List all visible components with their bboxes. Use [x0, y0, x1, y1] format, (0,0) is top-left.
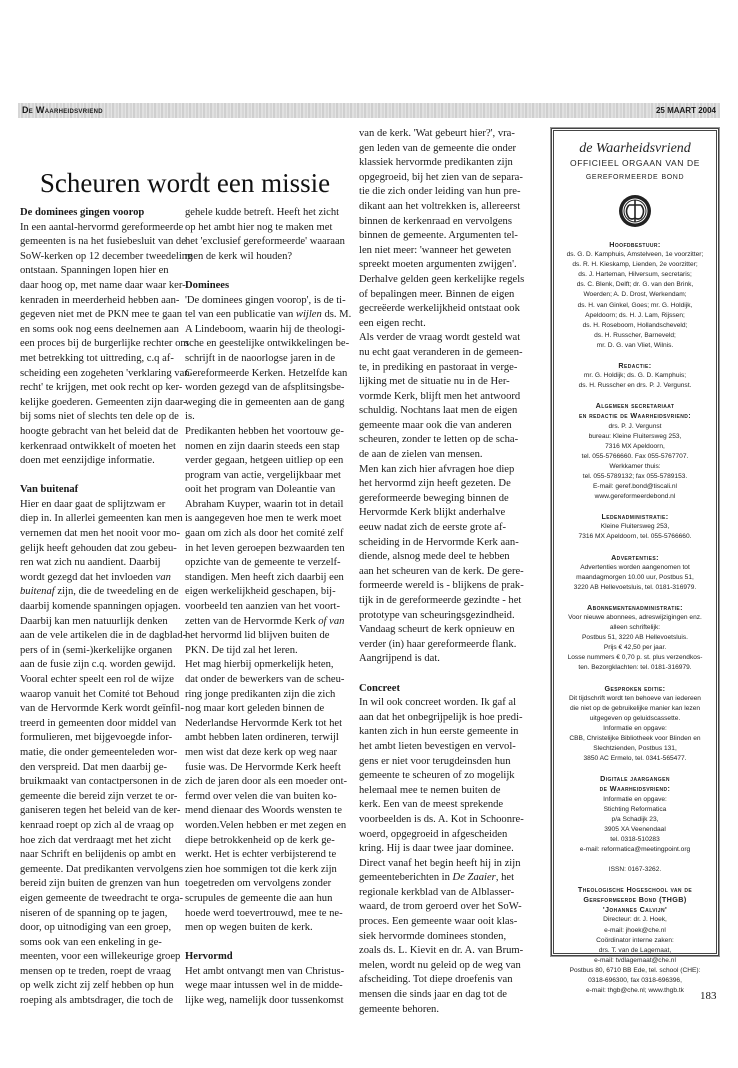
paragraph-gap: [359, 667, 531, 682]
running-header: [18, 103, 720, 118]
section-heading: Concreet: [359, 682, 400, 694]
masthead-section-title: Hoofdbestuur:: [609, 240, 661, 249]
text-line: gemeente. Dat predikanten vervolgens: [20, 863, 183, 875]
text-line: hoogte gebracht van het beleid dat de: [20, 425, 179, 437]
text-line: Als verder de vraag wordt gesteld wat: [359, 332, 521, 344]
masthead-line: Apeldoorn; ds. H. J. Lam, Rijssen;: [585, 311, 685, 319]
text-line: opzichte van de gemeente te verzelf-: [185, 557, 341, 569]
text-line: verder gegaan, hetgeen uitliep op een: [185, 455, 344, 467]
masthead-section-title: Abonnementenadministratie:: [587, 602, 683, 612]
masthead-line: Woerden; A. D. Drost, Werkendam;: [583, 291, 687, 299]
text-line: Daarbij kan men natuurlijk denken: [20, 615, 168, 627]
text-line: werkt. Het is echter verbijsterend te: [185, 849, 337, 861]
masthead-line: Informatie en opgave:: [603, 724, 667, 732]
masthead-section-title: Gesproken editie:: [604, 683, 666, 693]
text-segment: wordt gezegd dat het invloeden: [20, 571, 156, 583]
text-line: kerkenraad ontwikkelt of moeten het: [20, 440, 176, 452]
text-line: afscheiding. Tot diepe droefenis van: [359, 974, 513, 986]
text-line: scrupules de gemeente die aan hun: [185, 892, 333, 904]
text-line: is aangegeven hoe men te werk moet: [185, 513, 342, 525]
masthead-line: Stichting Reformatica: [603, 805, 667, 813]
masthead-line: ten. Bezorgklachten: tel. 0181-316979.: [578, 664, 692, 672]
text-segment: gemeenteberichten in: [359, 872, 453, 884]
masthead-name: de Waarheidsvriend: [579, 141, 691, 156]
text-line: fermd over velen die van buiten ko-: [185, 790, 337, 802]
text-line: [185, 308, 351, 323]
text-line: eigen gemeente de tweedracht te orga-: [20, 892, 184, 904]
text-line: scheuren, zonder te letten op de scha-: [359, 434, 519, 446]
text-line: vormde Kerk, blijft men het antwoord: [359, 390, 521, 402]
text-line: nu echt gaat veranderen in de gemeen-: [359, 346, 523, 358]
text-line: gen leden van de gemeente die onder: [359, 142, 517, 154]
text-line: het ambt lieten bevestigen en vervol-: [359, 740, 516, 752]
text-line: is.: [185, 411, 195, 423]
masthead-line: 3850 AC Ermelo, tel. 0341-565477.: [583, 755, 687, 763]
masthead-line: Directeur: dr. J. Hoek,: [603, 916, 667, 924]
masthead-section: [554, 512, 716, 542]
text-line: In wil ook concreet worden. Ik gaf al: [359, 697, 517, 709]
text-line: ontstaan. Spanningen lopen hier en: [20, 265, 169, 277]
text-line: Predikanten hebben het voortouw ge-: [185, 425, 344, 437]
italic-text: of van: [318, 615, 345, 627]
masthead-section: [554, 774, 716, 855]
masthead-section: [554, 885, 716, 996]
text-line: daarbij komende spanningen opjagen.: [20, 601, 181, 613]
text-line: Hervormde Kerk blijkt anderhalve: [359, 507, 506, 519]
masthead-section-title: Gereformeerde Bond (THGB): [583, 895, 687, 905]
text-line: treerd in gemeenten door middel van: [20, 717, 177, 729]
text-line: kenraad roept op zich al de vraag op: [20, 819, 174, 831]
masthead-line: bureau: Kleine Fluitersweg 253,: [588, 432, 682, 440]
text-line: men de kerk wil houden?: [185, 250, 293, 262]
text-line: [20, 571, 182, 586]
masthead-section: [554, 240, 716, 351]
text-line: op het ambt hier nog te maken met: [185, 221, 333, 233]
masthead-section-title: Advertenties:: [611, 552, 659, 562]
masthead-line: ds. R. H. Kieskamp, Lienden, 2e voorzitter;: [572, 261, 698, 269]
text-line: opgegroeid, bij het zien van de separa-: [359, 171, 523, 183]
text-line: doen met eenzijdige informatie.: [20, 455, 155, 467]
text-line: den verspreid. Dat men daarbij ge-: [20, 761, 168, 773]
text-line: een proces bij de burgerlijke rechter om: [20, 338, 189, 350]
text-line: Aangrijpend is dat.: [359, 653, 440, 665]
text-line: waard, de trom geroerd over het SoW-: [359, 901, 522, 913]
text-line: [359, 871, 531, 886]
text-line: gens er niet voor terugdeinsden hun: [359, 755, 511, 767]
text-line: binnen de gemeente. Argumenten tel-: [359, 230, 518, 242]
masthead-section: [554, 865, 716, 875]
text-line: tie die zich onder leiding van hun pre-: [359, 186, 521, 198]
masthead-line: ds. J. Harteman, Hilversum, secretaris;: [578, 271, 692, 279]
masthead-section: [554, 361, 716, 391]
text-line: [185, 615, 351, 630]
masthead-section-title: Algemeen secretariaat: [595, 401, 675, 411]
masthead-line: ds. C. Blenk, Delft; dr. G. van den Brink,: [576, 281, 694, 289]
text-line: pers of in (semi-)kerkelijke organen: [20, 644, 173, 656]
text-line: voorbeelden is ds. A. Kot in Schoonre-: [359, 813, 524, 825]
text-line: mensen op te treden, roept de vraag: [20, 965, 171, 977]
text-line: waarop vanuit het Comité tot Behoud: [20, 688, 180, 700]
text-line: Gereformeerde Kerken. Hetzelfde kan: [185, 367, 348, 379]
text-line: nomen en zijn daarin steeds een stap: [185, 440, 340, 452]
text-line: hoe zich dat verdraagt met het zicht: [20, 834, 172, 846]
masthead-line: Dit tijdschrift wordt ten behoeve van iedereen: [569, 694, 701, 702]
issue-date: 25 MAART 2004: [655, 106, 716, 115]
text-line: de aan de zielen van mensen.: [359, 449, 483, 461]
text-line: Vandaag scheurt de kerk opnieuw en: [359, 624, 515, 636]
text-line: dat onder de bewerkers van de scheu-: [185, 674, 345, 685]
text-line: melen, wordt nu geleid op de weg van: [359, 959, 521, 971]
text-line: kelijke goederen. Gemeenten zijn daar-: [20, 396, 187, 408]
masthead-section-title: Digitale jaargangen: [600, 774, 670, 784]
text-line: klassiek hervormde predikanten zijn: [359, 157, 513, 169]
text-line: eigen werkelijkheid geschapen, bij-: [185, 586, 336, 598]
text-line: SoW-kerken op 12 december tweedeling: [20, 250, 193, 262]
text-line: in het leven geroepen bezwaarden ten: [185, 542, 345, 554]
article-title: Scheuren wordt een missie: [39, 168, 331, 198]
text-line: scheiding in de Hervormde Kerk aan-: [359, 536, 519, 548]
text-line: Derhalve gelden geen kerkelijke regels: [359, 273, 525, 285]
masthead-line: ds. H. Russcher en drs. P. J. Vergunst.: [578, 382, 692, 390]
text-line: het hervormd lid blijven buiten de: [185, 630, 330, 642]
masthead-line: e-mail: jhoek@che.nl: [604, 926, 666, 934]
masthead-line: 3905 XA Veenendaal: [604, 825, 666, 833]
text-line: kerk. Een van de meest sprekende: [359, 799, 504, 811]
text-line: tijk in de gereformeerde gezindte - het: [359, 595, 522, 606]
text-line: binnen de kerkenraad en vervolgens: [359, 215, 512, 227]
text-line: met betrekking tot uittreding, c.q af-: [20, 352, 174, 364]
text-line: Nederlandse Hervormde Kerk tot het: [185, 717, 343, 729]
text-line: PKN. De tijd zal het leren.: [185, 644, 298, 656]
masthead-line: Voor nieuwe abonnees, adreswijzigingen enz.: [568, 614, 702, 621]
masthead-section: [554, 603, 716, 674]
masthead-section: [554, 401, 716, 502]
text-line: 'De dominees gingen voorop', is de ti-: [185, 294, 346, 306]
text-line: diepe betrokkenheid op de kerk ge-: [185, 834, 335, 846]
text-line: len niet meer: 'wanneer het geweten: [359, 244, 512, 256]
text-line: spreekt moeten argumenten zwijgen'.: [359, 259, 517, 271]
text-line: men op wegen buiten de kerk.: [185, 922, 313, 934]
masthead-line: 7316 MX Apeldoorn,: [605, 442, 665, 450]
text-line: nog maar kort geleden binnen de: [185, 703, 325, 715]
masthead-line: alleen schriftelijk:: [609, 624, 661, 632]
masthead-line: drs. T. van de Lagemaat,: [598, 946, 672, 954]
text-line: naar Schrift en belijdenis op ambt en: [20, 849, 176, 861]
masthead-line: ds. H. van Ginkel, Goes; mr. G. Holdijk,: [577, 301, 693, 309]
text-segment: tel van een publicatie van: [185, 309, 296, 321]
masthead-line: ds. H. Russcher, Barneveld;: [594, 331, 676, 339]
text-line: door, op uitnodiging van een groep,: [20, 922, 172, 934]
publication-name: De Waarheidsvriend: [22, 105, 103, 115]
text-segment: zetten van de Hervormde Kerk: [185, 615, 319, 627]
text-line: Men kan zich hier afvragen hoe diep: [359, 463, 515, 475]
masthead-section: [554, 684, 716, 765]
masthead-line: drs. P. J. Vergunst: [608, 422, 662, 430]
masthead-section-title: Ledenadministratie:: [601, 512, 669, 522]
masthead-line: 0318-696300, fax 0318-696396,: [588, 977, 682, 984]
masthead-line: mr. G. Holdijk; ds. G. D. Kamphuis;: [583, 372, 687, 380]
text-line: bij soms niet of slechts ten dele op de: [20, 411, 179, 423]
text-line: gecreëerde werkelijkheid ontstaat ook: [359, 303, 520, 315]
text-line: bereid zijn buiten de grenzen van hun: [20, 878, 180, 890]
text-line: op welk zicht zij zelf hebben op hun: [20, 980, 174, 992]
text-line: roeping als ambtsdrager, die toch de: [20, 995, 174, 1007]
text-line: diep in. In allerlei gemeenten kan men: [20, 513, 183, 525]
text-line: zoals ds. L. Kievit en dr. A. van Brum-: [359, 945, 524, 957]
text-line: Direct vanaf het begin heeft hij in zijn: [359, 857, 521, 869]
masthead-line: Prijs € 42,50 per jaar.: [603, 644, 667, 652]
section-heading: Hervormd: [185, 951, 233, 963]
text-line: [20, 585, 182, 600]
text-segment: ds. M.: [321, 309, 352, 321]
masthead-line: Slechtzienden, Postbus 131,: [593, 745, 677, 753]
text-segment: , het: [495, 872, 515, 884]
masthead-sections: [554, 240, 716, 996]
text-line: van de kerk. 'Wat gebeurt hier?', vra-: [359, 128, 515, 139]
masthead-line: Postbus 51, 3220 AB Hellevoetsluis.: [582, 634, 688, 642]
masthead-line: ds. G. D. Kamphuis, Amstelveen, 1e voorzitter;: [566, 251, 704, 259]
text-line: voorbeeld ten aanzien van het voort-: [185, 601, 341, 613]
text-segment: zijn, die de tweedeling en de: [54, 586, 179, 598]
text-line: vernemen dat men het nooit voor mo-: [20, 528, 181, 540]
text-line: helemaal mee te nemen buiten de: [359, 784, 501, 796]
text-line: formulieren, met bijgevoegde infor-: [20, 732, 173, 744]
text-line: het hervormd zijn heeft gezeten. De: [359, 478, 511, 490]
masthead-line: Kleine Fluitersweg 253,: [600, 523, 670, 531]
text-line: worden.Velen hebben er met zegen en: [185, 819, 347, 831]
paragraph-gap: [185, 264, 351, 279]
italic-text: van: [155, 571, 171, 583]
text-line: wege maar intussen wel in de midde-: [185, 980, 343, 992]
text-line: prototype van scheuringsgezindheid.: [359, 609, 515, 621]
text-line: worden gezegd van de afsplitsingsbe-: [185, 382, 345, 394]
text-line: gemeente die bereid zijn verzet te or-: [20, 790, 178, 802]
text-line: ooit het program van Doleantie van: [185, 484, 336, 496]
masthead-line: die niet op de gebruikelijke manier kan lezen: [569, 704, 701, 712]
section-heading: Van buitenaf: [20, 484, 79, 496]
text-line: diende, alsnog mede deel te hebben: [359, 551, 510, 563]
text-line: en soms ook nog eens deelnemen aan: [20, 323, 179, 335]
text-line: lijking met de situatie nu in de Her-: [359, 376, 510, 388]
text-line: mensen die sinds jaar en dag tot de: [359, 989, 507, 1001]
text-line: of bepalingen meer. Binnen de eigen: [359, 288, 515, 300]
text-line: aan dat het onbegrijpelijk is hoe predi-: [359, 711, 523, 723]
text-line: een eigen recht.: [359, 317, 426, 329]
text-line: ambt hebben laten ordineren, terwijl: [185, 732, 339, 744]
masthead-subtitle: OFFICIEEL ORGAAN VAN DE: [570, 158, 700, 168]
text-line: aan het scheuren van de kerk. De gere-: [359, 565, 524, 577]
masthead-line: Losse nummers € 0,70 p. st. plus verzendkos-: [567, 654, 703, 662]
masthead-line: Advertenties worden aangenomen tot: [580, 563, 690, 571]
text-line: schuldig. Nochtans laat men de eigen: [359, 405, 518, 417]
text-line: gegeven niet met de PKN mee te gaan: [20, 309, 183, 321]
text-line: Hier en daar gaat de splijtzwam er: [20, 498, 166, 510]
masthead-line: ISSN: 0167-3262.: [608, 866, 662, 874]
text-line: regionale kerkblad van de Alblasser-: [359, 886, 515, 898]
text-line: standigen. Men heeft zich daarbij een: [185, 571, 344, 583]
text-line: recht' te krijgen, met ook recht op ker-: [20, 382, 183, 394]
masthead-line: E-mail: geref.bond@tiscali.nl: [592, 483, 678, 491]
text-line: woerd, opgegroeid in afgescheiden: [359, 828, 508, 840]
masthead-line: p/a Schadijk 23,: [611, 815, 659, 823]
masthead-section-title: Redactie:: [618, 361, 652, 371]
text-line: weging die in gemeenten aan de gang: [185, 396, 345, 408]
text-line: Vooral echter speelt een rol de wijze: [20, 674, 174, 685]
masthead-line: ds. H. Roseboom, Hollandscheveld;: [582, 321, 688, 329]
masthead-line: tel. 055-5789132; fax 055-5789153.: [582, 472, 688, 480]
article-column-1: [20, 206, 193, 1009]
text-line: sche en geestelijke ontwikkelingen be-: [185, 338, 350, 350]
text-line: Het mag hierbij opmerkelijk heten,: [185, 659, 334, 671]
text-line: siek hervormde dominees stonden,: [359, 930, 507, 942]
masthead-line: 3220 AB Hellevoetsluis, tel. 0181-316979.: [573, 583, 697, 591]
text-line: In een aantal-hervormd gereformeerde: [20, 221, 184, 233]
text-line: zich de jaren door als een moeder ont-: [185, 776, 348, 788]
masthead-line: tel. 055-5766660. Fax 055-5767707.: [581, 452, 689, 460]
masthead-line: e-mail: tvdlagemaat@che.nl: [594, 956, 676, 964]
text-line: aan de fusie zijn c.q. worden gewijd.: [20, 659, 176, 671]
text-line: gemeente maar ook die van anderen: [359, 419, 512, 431]
text-line: ren wat zich nu aandient. Daarbij: [20, 557, 161, 569]
text-line: lijke weg, namelijk door tussenkomst: [185, 995, 344, 1007]
text-line: van de Hervormde Kerk wordt geïnfil-: [20, 703, 184, 715]
text-line: fusie was. De Hervormde Kerk heeft: [185, 761, 341, 773]
article-column-3: [359, 127, 531, 1017]
article-column-2: [185, 206, 351, 1009]
text-line: program van actie, vergelijkbaar met: [185, 469, 341, 481]
masthead-line: Informatie en opgave:: [603, 795, 667, 803]
text-line: schrijft in de naoorlogse jaren in de: [185, 352, 336, 364]
text-line: formeerde wereld is - blijkens de prak-: [359, 580, 524, 592]
paragraph-gap: [20, 469, 182, 484]
masthead-section-title: de Waarheidsvriend:: [599, 784, 671, 794]
text-line: hoede werd toevertrouwd, mee te ne-: [185, 907, 343, 919]
text-line: gemeenten is na het fusiebesluit van de: [20, 236, 186, 248]
text-line: soms ook van een enkeling in ge-: [20, 936, 162, 948]
church-emblem-icon: [618, 194, 652, 228]
text-line: gaan om zich als door het comité zelf: [185, 528, 344, 540]
text-line: ring jonge predikanten zijn die zich: [185, 688, 336, 700]
text-line: proces. Een gemeente waar ooit klas-: [359, 916, 518, 928]
text-line: meenten, voor een willekeurige groep: [20, 951, 181, 963]
text-line: men wist dat deze kerk op weg naar: [185, 746, 338, 758]
text-line: verder (in) haar gereformeerde flank.: [359, 638, 517, 650]
text-line: aan de vele artikelen die in de dagblad-: [20, 630, 187, 642]
text-line: gelijk heeft gehouden dat zou gebeu-: [20, 542, 177, 554]
text-line: kring. Hij is daar twee jaar dominee.: [359, 843, 514, 855]
section-heading: De dominees gingen voorop: [20, 207, 145, 218]
italic-text: buitenaf: [20, 586, 55, 598]
masthead-box: [551, 128, 719, 995]
masthead-line: e-mail: reformatica@meetingpoint.org: [579, 845, 691, 853]
text-line: Het ambt ontvangt men van Christus-: [185, 965, 345, 977]
masthead-section: [554, 553, 716, 593]
masthead-line: 7316 MX Apeldoorn, tel. 055-5766660.: [578, 533, 692, 541]
text-line: het 'exclusief gereformeerde' waaraan: [185, 236, 345, 248]
paragraph-gap: [185, 936, 351, 951]
text-line: matie, die onder gemeenteleden wor-: [20, 746, 178, 758]
masthead-line: Werkkamer thuis:: [609, 462, 661, 470]
text-line: gemeente te scheuren of zo mogelijk: [359, 770, 515, 782]
masthead-line: www.gereformeerdebond.nl: [594, 493, 676, 501]
masthead-section-title: 'Johannes Calvijn': [602, 905, 668, 915]
masthead-section-title: Theologische Hogeschool van de: [577, 885, 693, 895]
page-number: 183: [700, 990, 717, 1002]
masthead-organisation: gereformeerde bond: [585, 171, 685, 182]
text-line: gereformeerde beweging binnen de: [359, 492, 509, 504]
text-line: A Lindeboom, waarin hij de theologi-: [185, 323, 346, 335]
text-line: te, in prediking en pastoraat in verge-: [359, 361, 518, 373]
text-line: bruikmaakt van contactpersonen in de: [20, 776, 182, 788]
masthead-line: uitgegeven op geluidscassette.: [589, 714, 681, 722]
text-line: toegetreden om vervolgens zonder: [185, 878, 332, 890]
text-line: gemeente behoren.: [359, 1003, 440, 1015]
masthead-section-title: en redactie de Waarheidsvriend:: [578, 411, 692, 421]
italic-text: wijlen: [295, 309, 322, 321]
section-heading: Dominees: [185, 279, 230, 291]
italic-text: De Zaaier: [452, 872, 496, 884]
masthead-line: CBB, Christelijke Bibliotheek voor Blinden en: [569, 735, 701, 743]
masthead-line: tel. 0318-510283: [610, 835, 660, 843]
masthead-line: maandagmorgen 10.00 uur, Postbus 51,: [576, 573, 694, 581]
text-line: eeuw nadat zich de eerste grote af-: [359, 522, 507, 534]
text-line: niseren of de spanning op te jagen,: [20, 907, 168, 919]
text-line: ganiseren tegen het beleid van de ker-: [20, 805, 181, 817]
masthead-line: Postbus 80, 6710 BB Ede, tel. school (CHE):: [569, 966, 701, 974]
text-line: gehele kudde betreft. Heeft het zicht: [185, 207, 340, 218]
text-line: Abraham Kuyper, waarin tot in detail: [185, 498, 344, 510]
text-line: zien hoe sommigen tot die kerk zijn: [185, 863, 337, 875]
text-line: scheiding een zogeheten 'verklaring van: [20, 367, 190, 379]
text-line: dikant aan het voltrekken is, allereerst: [359, 200, 521, 212]
text-line: kenraden in meerderheid hebben aan-: [20, 294, 180, 306]
masthead-line: e-mail: thgb@che.nl; www.thgb.tk: [586, 987, 684, 995]
masthead-line: mr. D. G. van Vliet, Wilnis.: [596, 341, 674, 349]
text-line: kanten zich in hun eerste gemeente in: [359, 726, 519, 738]
text-line: daar hoog op, met name daar waar ker-: [20, 279, 186, 291]
text-line: mend dienaar des Woords wensten te: [185, 805, 342, 817]
masthead-line: Coördinator interne zaken:: [596, 936, 674, 944]
